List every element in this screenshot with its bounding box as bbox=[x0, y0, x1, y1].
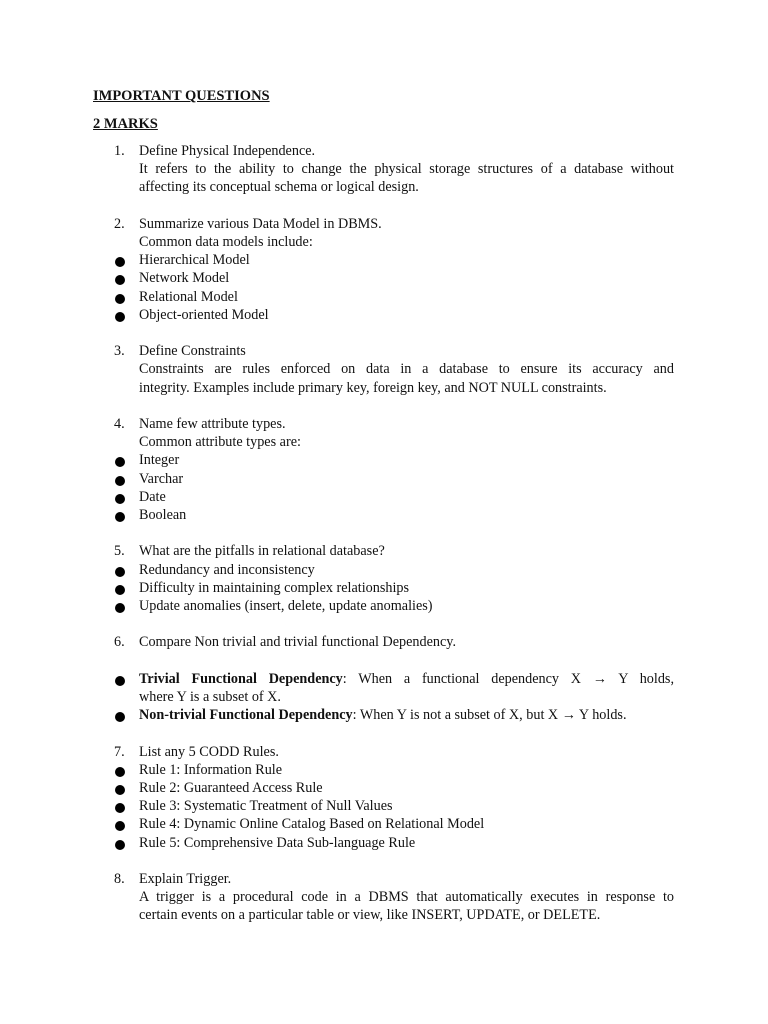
list-item: Difficulty in maintaining complex relationships bbox=[139, 579, 674, 597]
question-8 bbox=[0, 870, 768, 925]
question-number: 8. bbox=[114, 871, 125, 887]
question-number: 1. bbox=[114, 143, 125, 159]
term-trivial: Trivial Functional Dependency bbox=[139, 670, 343, 687]
list-item: Update anomalies (insert, delete, update anomalies) bbox=[139, 597, 674, 615]
question-text: Compare Non trivial and trivial functional Dependency. bbox=[139, 634, 457, 651]
question-text: Define Constraints bbox=[139, 343, 246, 360]
list-item: Rule 1: Information Rule bbox=[139, 761, 674, 779]
list-item: Rule 5: Comprehensive Data Sub-language Rule bbox=[139, 834, 674, 852]
bullet-icon bbox=[115, 312, 125, 322]
list-item: Integer bbox=[139, 451, 674, 469]
list-item: Varchar bbox=[139, 470, 674, 488]
question-7 bbox=[0, 743, 768, 852]
question-text: What are the pitfalls in relational database? bbox=[139, 543, 385, 560]
list-item: Rule 3: Systematic Treatment of Null Values bbox=[139, 797, 674, 815]
question-4 bbox=[0, 415, 768, 524]
question-text: Summarize various Data Model in DBMS. bbox=[139, 215, 382, 232]
section-heading: 2 MARKS bbox=[93, 116, 158, 132]
answer-line: affecting its conceptual schema or logical design. bbox=[139, 179, 419, 196]
question-5 bbox=[0, 542, 768, 615]
document-title: IMPORTANT QUESTIONS bbox=[93, 88, 270, 104]
question-text: List any 5 CODD Rules. bbox=[139, 743, 279, 760]
questions-list bbox=[0, 142, 768, 925]
term-nontrivial: Non-trivial Functional Dependency bbox=[139, 707, 353, 724]
list-item-trivial: Trivial Functional Dependency: When a functional dependency X → Y holds, bbox=[139, 670, 674, 688]
bullet-icon bbox=[115, 803, 125, 813]
answer-intro: Common data models include: bbox=[139, 234, 313, 250]
answer-intro: Common attribute types are: bbox=[139, 434, 301, 451]
list-item: Rule 2: Guaranteed Access Rule bbox=[139, 779, 674, 797]
bullet-icon bbox=[115, 767, 125, 777]
question-3 bbox=[0, 342, 768, 397]
bullet-icon bbox=[115, 585, 125, 595]
question-text: Name few attribute types. bbox=[139, 416, 286, 432]
answer-line: A trigger is a procedural code in a DBMS that automatically executes in response to bbox=[139, 889, 674, 906]
list-item: Object-oriented Model bbox=[139, 306, 674, 324]
question-number: 3. bbox=[114, 343, 125, 360]
bullet-icon bbox=[115, 603, 125, 613]
question-number: 2. bbox=[114, 215, 125, 232]
question-1 bbox=[0, 142, 768, 197]
answer-line: It refers to the ability to change the physical storage structures of a database without bbox=[139, 161, 674, 178]
bullet-icon bbox=[115, 840, 125, 850]
question-number: 5. bbox=[114, 543, 125, 560]
bullet-icon bbox=[115, 567, 125, 577]
answer-line: integrity. Examples include primary key, foreign key, and NOT NULL constraints. bbox=[139, 379, 607, 396]
list-item-continuation: where Y is a subset of X. bbox=[139, 689, 281, 705]
bullet-icon bbox=[115, 457, 125, 467]
bullet-icon bbox=[115, 512, 125, 522]
list-item: Boolean bbox=[139, 506, 674, 524]
list-item-nontrivial: Non-trivial Functional Dependency: When Y is not a subset of X, but X → Y holds. bbox=[139, 706, 674, 724]
question-2 bbox=[0, 215, 768, 324]
bullet-icon bbox=[115, 785, 125, 795]
list-item: Relational Model bbox=[139, 288, 674, 306]
bullet-icon bbox=[115, 712, 125, 722]
list-item: Hierarchical Model bbox=[139, 251, 674, 269]
list-item: Date bbox=[139, 488, 674, 506]
bullet-icon bbox=[115, 821, 125, 831]
answer-line: Constraints are rules enforced on data in a database to ensure its accuracy and bbox=[139, 361, 674, 378]
list-item: Rule 4: Dynamic Online Catalog Based on Relational Model bbox=[139, 815, 674, 833]
bullet-icon bbox=[115, 494, 125, 504]
question-text: Define Physical Independence. bbox=[139, 143, 316, 159]
question-number: 6. bbox=[114, 634, 125, 651]
list-item: Redundancy and inconsistency bbox=[139, 561, 674, 579]
answer-line: certain events on a particular table or view, like INSERT, UPDATE, or DELETE. bbox=[139, 907, 601, 924]
question-6 bbox=[0, 633, 768, 724]
bullet-icon bbox=[115, 476, 125, 486]
question-number: 4. bbox=[114, 416, 125, 432]
bullet-icon bbox=[115, 294, 125, 304]
question-text: Explain Trigger. bbox=[139, 871, 232, 887]
bullet-icon bbox=[115, 275, 125, 285]
bullet-icon bbox=[115, 676, 125, 686]
question-number: 7. bbox=[114, 743, 125, 760]
list-item: Network Model bbox=[139, 269, 674, 287]
bullet-icon bbox=[115, 257, 125, 267]
